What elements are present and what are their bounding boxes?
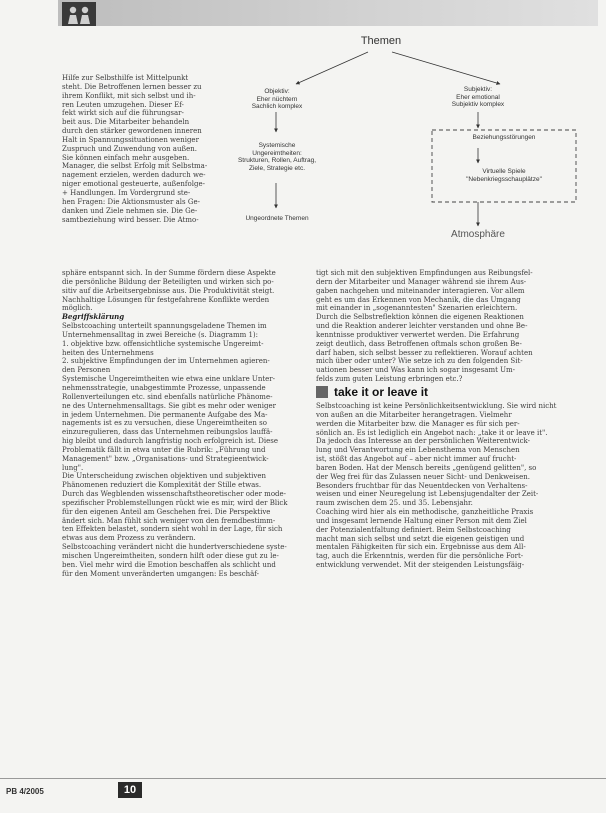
issue-reference: PB 4/2005 (6, 787, 44, 796)
heading-take-it-or-leave-it: take it or leave it (316, 386, 592, 398)
diagram-systemic: Systemische Ungereimtheiten: Strukturen, Rollen, Auftrag, Ziele, Strategie etc. (237, 142, 317, 172)
diagram-objective: Objektiv: Eher nüchtern Sachlich komplex (251, 88, 303, 111)
magazine-logo (62, 2, 96, 26)
diagram-virtual-games: Virtuelle Spiele "Nebenkriegsschauplätze" (466, 168, 542, 183)
themen-diagram (218, 28, 604, 253)
diagram-unordered: Ungeordnete Themen (245, 215, 309, 222)
diagram-root: Themen (360, 35, 402, 47)
page-number: 10 (118, 782, 142, 798)
header-band (58, 0, 598, 26)
section-square-icon (316, 386, 328, 398)
column-top: Hilfe zur Selbsthilfe ist Mittelpunkt steht. Die Betroffenen lernen besser zu ihrem Konflikt, mit sich selbst und ih- ren Leuten umzugehen. Dieser Ef- fekt wirkt sich auf die führungsar- beit aus. Die Mitarbeiter behandeln durch den stärker gewordenen inneren Halt in Spannungssituationen weniger Zuspruch und Zuwendung von außen. Sie können einfach mehr ausgeben. Manager, die selbst Erfolg mit Selbstma- nagement erzielen, werden dadurch we- niger emotional gesteuerte, außenfolge- + Handlungen. Im Vordergrund ste- hen Fragen: Die Aktionsmuster als Ge- danken und Ziele nehmen sie. Die Ge- samtbeziehung wird besser. Die Atmo- (62, 74, 208, 224)
heading-begriffsklaerung: Begriffsklärung (62, 312, 125, 322)
column-right: tigt sich mit den subjektiven Empfindungen aus Reibungsfel- dern der Mitarbeiter und Manager während sie ihrem Aus- gaben nachgehen und miteinander interagieren. Vor allem geht es um das Erkennen von Mechanik, die das Umgang mit einander in „sogenanntesten" Szenarien erleichtern. Durch die Selbstreflektion können die eigenen Reaktionen und die Reaktion anderer leichter verstanden und ohne Be- kenntnisse produktiver verwertet werden. Die Erfahrung zeigt deutlich, dass Betroffenen oftmals schon großen Be- darf haben, sich selbst besser zu reflektieren. Worauf achten mich über oder unter? Wie setze ich zu den folgenden Sit- uationen besser und Was kann ich sogar insgesamt Um- felds zum guten Leistung erbringen etc.? take it or leave it Selbstcoaching ist keine Persönlichkeitsentwicklung. Sie wird nicht von außen an die Mitarbeiter herangetragen. Vielmehr werden die Mitarbeiter bzw. die Manager es für sich per- sönlich an. Es ist lediglich ein Angebot nach: „take it or leave it". Da jedoch das Interesse an der persönlichen Weiterentwick- lung und Verantwortung ein Lebensthema von Menschen ist, stößt das Angebot auf – aber nicht immer auf frucht- baren Boden. Hat der Mensch bereits „genügend gelitten", so der Weg frei für das Zulassen neuer Sicht- und Denkweisen. Besonders fruchtbar für das Neuentdecken von Verhaltens- weisen und einer Neuregelung ist Lebensjugendalter der Zeit- raum zwischen dem 25. und 35. Lebensjahr. Coaching wird hier als ein methodische, ganzheitliche Praxis und insgesamt lernende Haltung einer Person mit dem Ziel der Potenzialentfaltung definiert. Beim Selbstcoaching macht man sich selbst und setzt die eigenen geistigen und mentalen Fähigkeiten für sich ein. Ergebnisse aus dem All- tag, auch die Erkenntnis, werden für die persönliche Fort- entwicklung verwendet. Mit der steigenden Leistungsfäig- (316, 269, 592, 570)
diagram-subjective: Subjektiv: Eher emotional Subjektiv komplex (451, 86, 505, 109)
footer-rule (0, 778, 606, 779)
diagram-atmosphere: Atmosphäre (451, 229, 505, 240)
diagram-relationship: Beziehungsstörungen (472, 134, 536, 141)
column-left: sphäre entspannt sich. In der Summe fördern diese Aspekte die persönliche Bildung der Beteiligten und wirken sich po- sitiv auf die Arbeitsergebnisse aus. Die Produktivität steigt. Nachhaltige Lösungen für festgefahrene Konflikte werden möglich. Begriffsklärung Selbstcoaching unterteilt spannungsgeladene Themen im Unternehmensalltag in zwei Bereiche (s. Diagramm 1): 1. objektive bzw. offensichtliche systemische Ungereimt- heiten des Unternehmens 2. subjektive Empfindungen der im Unternehmen agieren- den Personen Systemische Ungereimtheiten wie etwa eine unklare Unter- nehmensstrategie, unabgestimmte Prozesse, unpassende Rollenverteilungen etc. sind ebenfalls natürliche Phänome- ne des Unternehmensalltags. Sie gibt es mehr oder weniger in jedem Unternehmen. Die permanente Aufgabe des Ma- nagements ist es zu versuchen, diese Ungereimtheiten so einzuregulieren, dass das Unternehmen reibungslos lauffä- hig bleibt und dadurch langfristig noch erfolgreich ist. Diese Problematik fällt in etwa unter die Rubrik: „Führung und Management" bzw. „Organisations- und Strategieentwick- lung". Die Unterscheidung zwischen objektiven und subjektiven Phänomenen reduziert die Komplexität der Stille etwas. Durch das Wegblenden wissenschaftstheoretischer oder mode- spezifischer Problemstellungen rückt wie es mir, wird der Blick für den eigenen Anteil am Geschehen frei. Die Perspektive ändert sich. Man fühlt sich weniger von den fremdbestimm- ten Effekten belastet, sondern sieht wohl in der Lage, für sich etwas aus dem Prozess zu verändern. Selbstcoaching verändert nicht die hundertverschiedene syste- mischen Ungereimtheiten, sondern hilft oder diese gut zu le- ben. Viel mehr wird die Emotion beschaffen als schlicht und für den Moment unveränderten umgangen: Es beschäf- (62, 269, 309, 579)
